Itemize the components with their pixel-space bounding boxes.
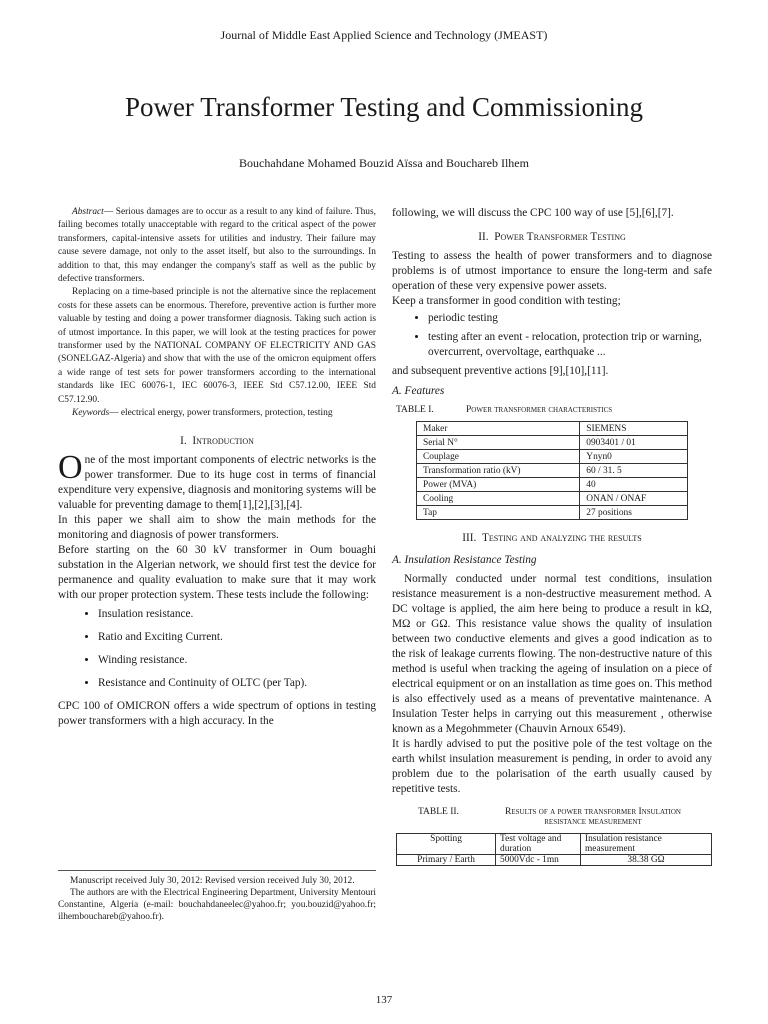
abstract — [58, 206, 376, 286]
intro-bullet-list — [58, 607, 376, 691]
table-cell: 5000Vdc - 1mn — [496, 855, 581, 866]
list-item: • Ratio and Exciting Current. — [98, 630, 376, 645]
intro-para4: CPC 100 of OMICRON offers a wide spectrum of options in testing power transformers with a high accuracy. In the — [58, 699, 376, 727]
abstract-para2: Replacing on a time-based principle is not the alternative since the replacement costs for these assets can be enormous. Therefore, preventive action is further more valuable by testing and doing a power transformer diagnosis. Taking such action is of utmost importance. In this paper, we will look at the testing practices for power transformer used by the NATIONAL COMPANY OF ELECTRICITY AND GAS (SONELGAZ-Algeria) and show that with the use of the omicron equipment offers a wide range of test sets for power transformers according to the international standards like IEC 60076-1, IEC 60076-3, IEEE Std C57.12.00, IEEE Std C57.12.90. — [58, 287, 376, 405]
table1-caption — [392, 405, 712, 415]
list-item: • periodic testing — [428, 311, 712, 326]
footnote — [58, 870, 376, 923]
table-cell: Transformation ratio (kV) — [417, 464, 580, 478]
right-para5: It is hardly advised to put the positive pole of the test voltage on the earth whilst insulation measurement is pending, in order to avoid any problem due to the polarisation of the earth usually caused by repetitive tests. — [392, 738, 712, 795]
table-row — [417, 464, 688, 478]
journal-header: Journal of Middle East Applied Science and Technology (JMEAST) — [220, 28, 548, 42]
list-item: • Winding resistance. — [98, 653, 376, 668]
section-number: II. — [478, 231, 489, 243]
keywords-text: — electrical energy, power transformers, protection, testing — [109, 408, 333, 419]
intro-para1 — [58, 448, 376, 513]
table-cell: 60 / 31. 5 — [580, 464, 688, 478]
intro-para1-text: ne of the most important components of electric networks is the power transformer. Due to its huge cost in terms of financial expenditure very expensive, diagnosis and monitoring systems will be valuable for preventing damage to them[1],[2],[3],[4]. — [58, 453, 376, 511]
keywords — [58, 407, 376, 420]
table-cell: Cooling — [417, 492, 580, 506]
table-row — [417, 422, 688, 436]
intro-para3: Before starting on the 60 30 kV transformer in Oum bouaghi substation in the Algerian network, we should first test the device for permanence and quality evaluation to make sure that it may work with our proper protection system. These tests include the following: — [58, 543, 376, 601]
intro-para2: In this paper we shall aim to show the main methods for the monitoring and diagnosis of power transformers. — [58, 513, 376, 541]
insulation-results-table — [396, 833, 712, 866]
paper-authors: Bouchahdane Mohamed Bouzid Aïssa and Bouchareb Ilhem — [239, 156, 529, 170]
right-para4: Normally conducted under normal test conditions, insulation resistance measurement is a non-destructive measurement method. A DC voltage is applied, the aim here being to produce a result in kΩ, MΩ or GΩ. This resistance value shows the quality of insulation between two conductive elements and gives a good indication as to the risk of leakage currents flowing. The non-destructive nature of this method is useful when tracking the ageing of insulation on a piece of electrical equipment or on an installation as time goes on. This method is also effectively used as a means of preventative maintenance. A Insulation Tester helps in carrying out this measurement , otherwise known as a Megohmmeter (Chauvin Arnoux 6549). — [392, 573, 712, 735]
table-row — [417, 492, 688, 506]
section-heading-results — [392, 532, 712, 544]
table-cell: 27 positions — [580, 506, 688, 520]
list-item: • testing after an event - relocation, protection trip or warning, overcurrent, overvoltage, earthquake ... — [428, 330, 712, 360]
table-cell: Couplage — [417, 450, 580, 464]
right-column — [392, 206, 712, 866]
paper-title: Power Transformer Testing and Commissioning — [124, 92, 644, 122]
transformer-characteristics-table — [416, 421, 688, 520]
table-row — [397, 855, 712, 866]
table-title: Power transformer characteristics — [466, 405, 613, 415]
table-cell: 0903401 / 01 — [580, 436, 688, 450]
section-number: III. — [462, 532, 477, 544]
table-number: TABLE I. — [396, 405, 434, 415]
drop-cap: O — [58, 448, 83, 486]
table-header-cell: Test voltage and duration — [496, 834, 581, 855]
section-title: Testing and analyzing the results — [482, 532, 642, 544]
table-cell: Maker — [417, 422, 580, 436]
table-row — [417, 450, 688, 464]
table-number: TABLE II. — [418, 807, 459, 817]
right-para0: following, we will discuss the CPC 100 way of use [5],[6],[7]. — [392, 207, 674, 219]
table2-caption — [392, 807, 712, 827]
list-item: • Resistance and Continuity of OLTC (per Tap). — [98, 676, 376, 691]
footnote-affiliation: The authors are with the Electrical Engineering Department, University Mentouri Constantine, Algeria (e-mail: bouchahdaneelec@yahoo.fr; you.bouzid@yahoo.fr; ilhembouchareb@yahoo.fr). — [58, 888, 376, 922]
right-para2: Keep a transformer in good condition with testing; — [392, 295, 621, 307]
table-cell: Primary / Earth — [397, 855, 496, 866]
right-para1: Testing to assess the health of power transformers and to diagnose problems is of utmost importance to ensure the long-term and safe operation of these very expensive power assets. — [392, 250, 712, 292]
table-header-cell: Insulation resistance measurement — [581, 834, 712, 855]
table-cell: 38.38 GΩ — [581, 855, 712, 866]
table-cell: SIEMENS — [580, 422, 688, 436]
subsection-insulation: A. Insulation Resistance Testing — [392, 554, 537, 566]
abstract-label: Abstract — [72, 207, 104, 217]
table-cell: Serial N° — [417, 436, 580, 450]
table-header-cell: Spotting — [397, 834, 496, 855]
table-header-row — [397, 834, 712, 855]
abstract-text: — Serious damages are to occur as a result to any kind of failure. Thus, failing becomes totally unacceptable with regard to the critical aspect of the power transformers, capital-intensive assets for utilities and industry. Their failure may cause severe damage, not only to the asset itself, but also to the surroundings. In addition to that, this may endanger the company's staff as well as the public by defective transformers. — [58, 207, 376, 285]
section-title: Introduction — [192, 434, 254, 447]
right-para3: and subsequent preventive actions [9],[10],[11]. — [392, 365, 609, 377]
testing-bullet-list — [392, 311, 712, 360]
page-number: 137 — [375, 994, 393, 1006]
keywords-label: Keywords — [72, 408, 110, 419]
section-heading-testing — [392, 231, 712, 243]
section-title: Power Transformer Testing — [494, 231, 626, 243]
left-column — [58, 206, 376, 729]
footnote-received: Manuscript received July 30, 2012: Revised version received July 30, 2012. — [70, 876, 355, 886]
table-title: Results of a power transformer Insulation resistance measurement — [505, 807, 681, 827]
table-row — [417, 436, 688, 450]
table-row — [417, 478, 688, 492]
table-cell: Ynyn0 — [580, 450, 688, 464]
table-cell: 40 — [580, 478, 688, 492]
section-number: I. — [180, 434, 187, 447]
table-cell: Tap — [417, 506, 580, 520]
section-heading-introduction — [58, 435, 376, 447]
table-cell: Power (MVA) — [417, 478, 580, 492]
table-cell: ONAN / ONAF — [580, 492, 688, 506]
list-item: • Insulation resistance. — [98, 607, 376, 622]
subsection-features: A. Features — [392, 385, 445, 397]
table-row — [417, 506, 688, 520]
